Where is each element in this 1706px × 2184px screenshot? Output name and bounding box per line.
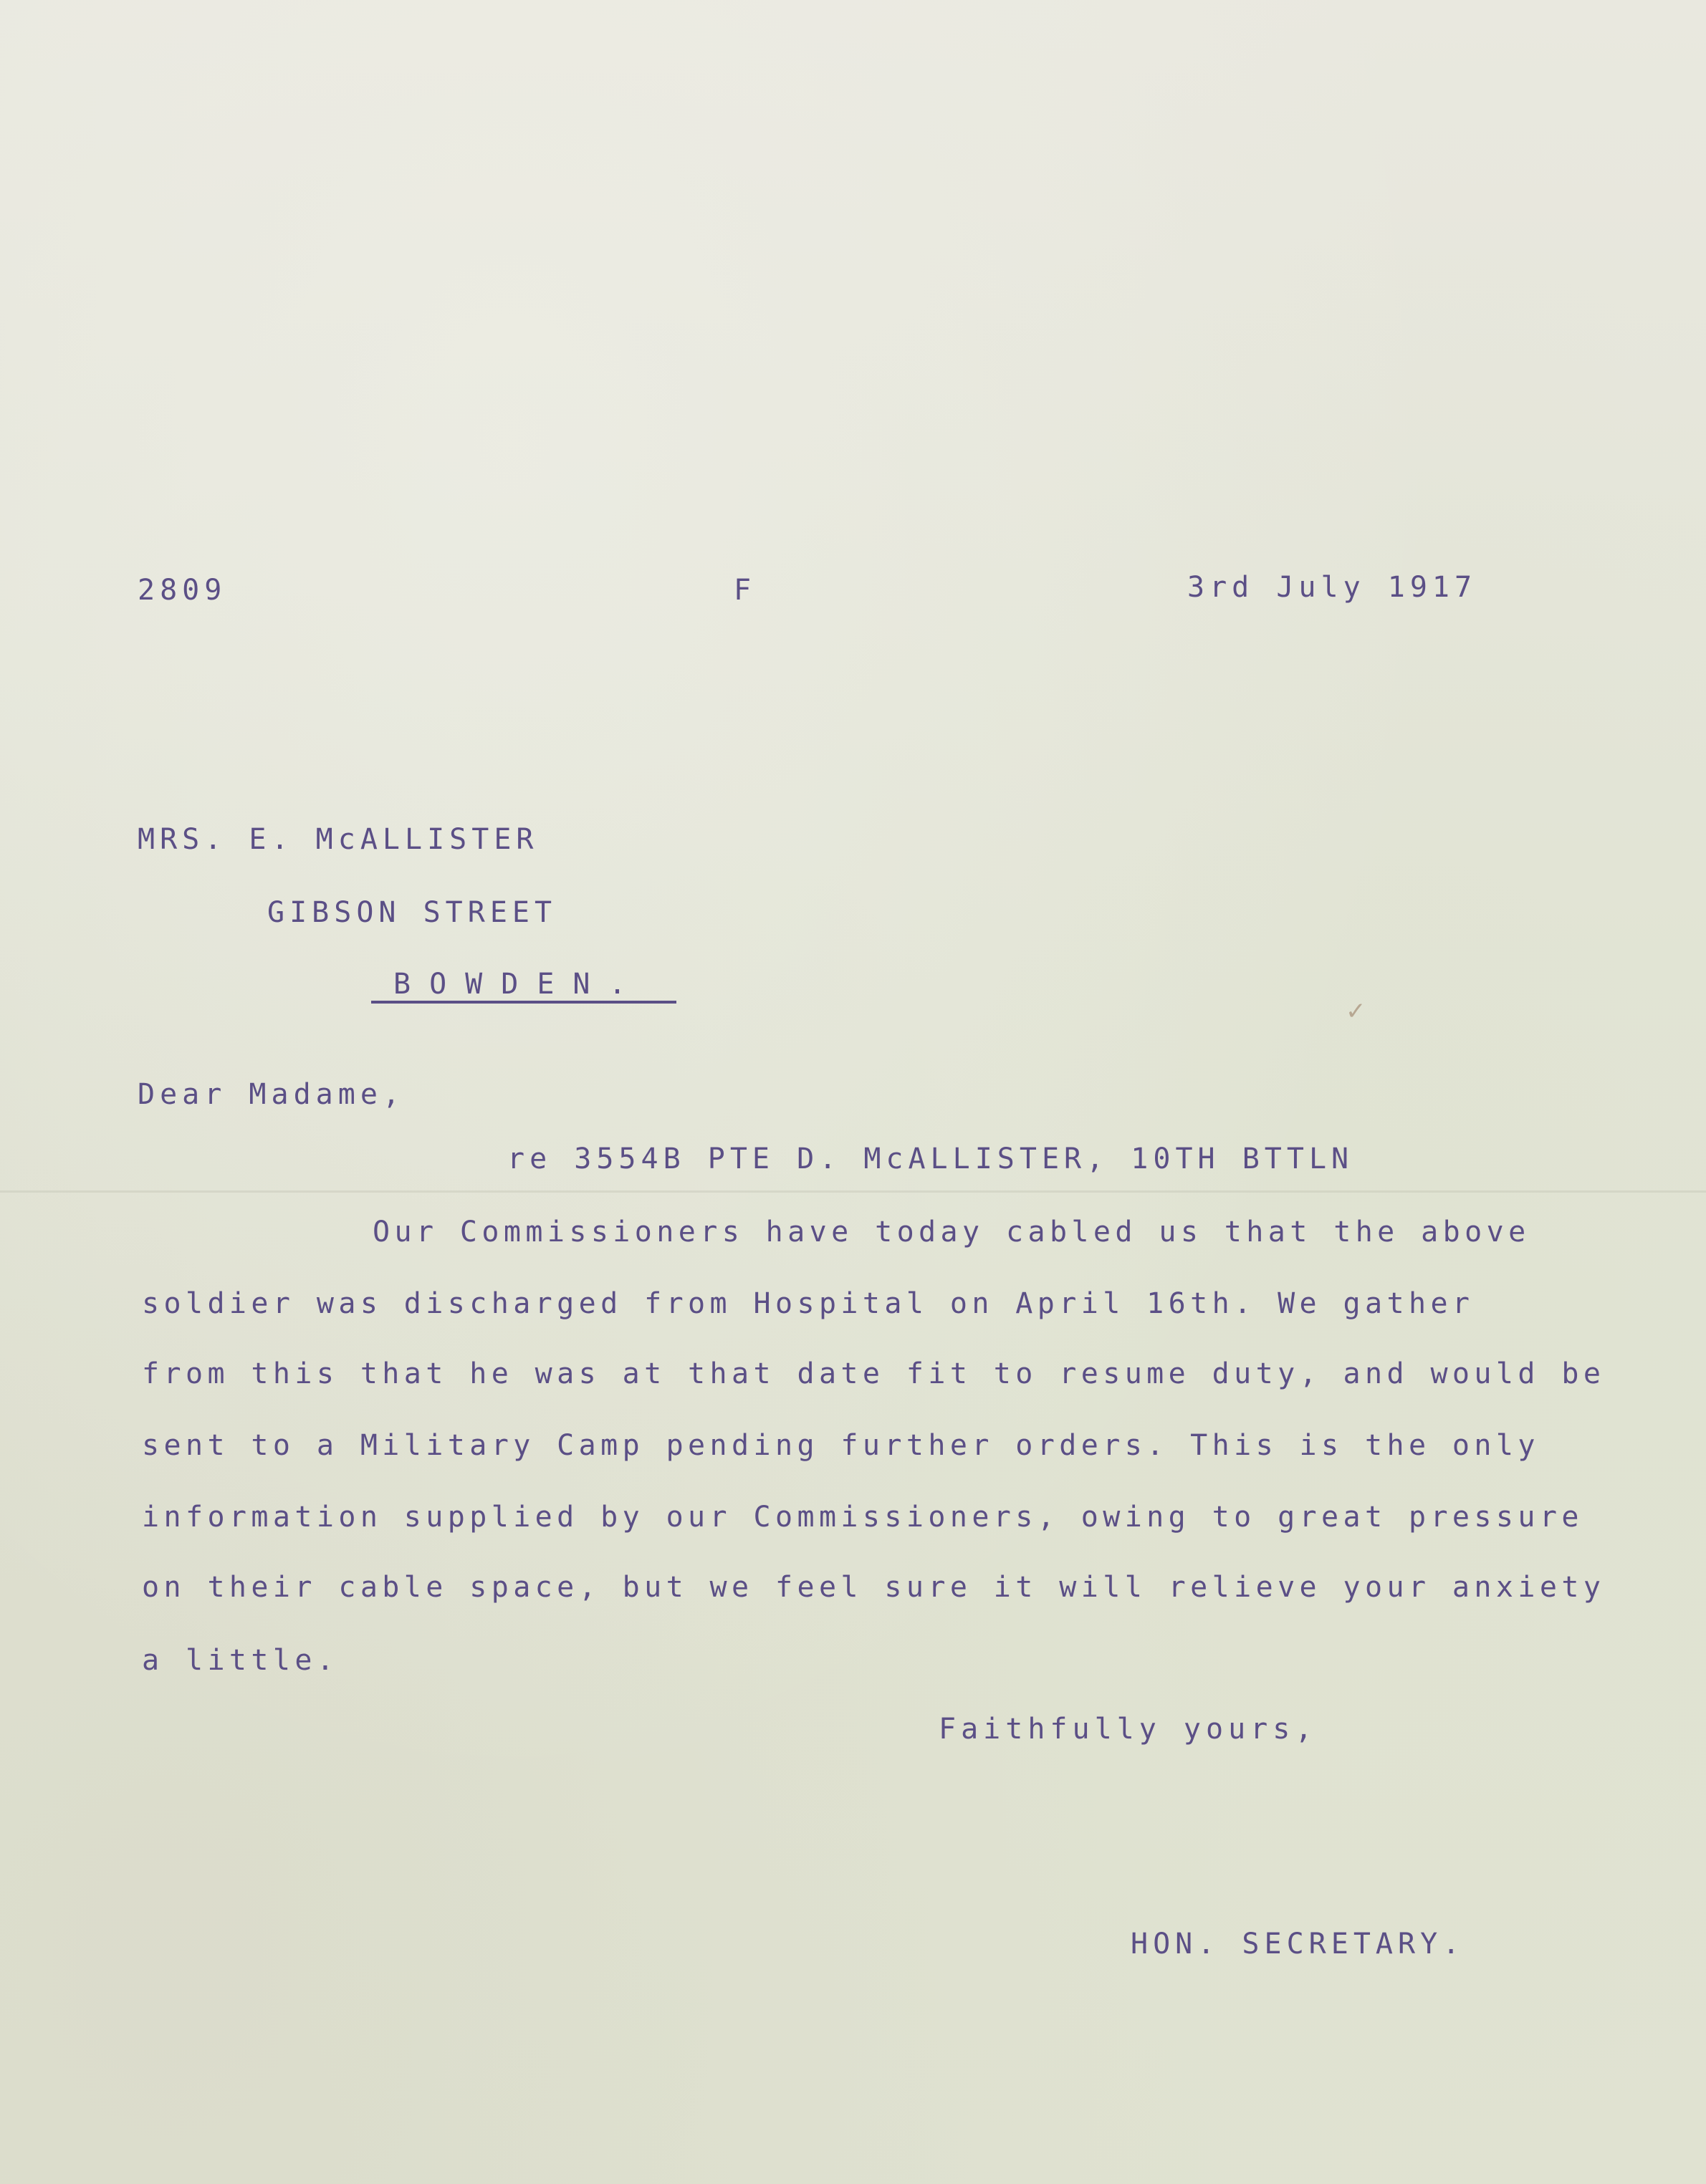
recipient-street: GIBSON STREET	[267, 896, 557, 929]
body-line: on their cable space, but we feel sure it will relieve your anxiety	[142, 1571, 1606, 1604]
body-line: sent to a Military Camp pending further orders. This is the only	[142, 1429, 1540, 1462]
reference-number: 2809	[138, 574, 227, 607]
signature-title: HON. SECRETARY.	[1131, 1928, 1465, 1961]
body-line: soldier was discharged from Hospital on April 16th. We gather	[142, 1287, 1475, 1320]
body-line: from this that he was at that date fit to resume duty, and would be	[142, 1357, 1606, 1390]
salutation: Dear Madame,	[138, 1078, 405, 1111]
recipient-name: MRS. E. McALLISTER	[138, 823, 539, 856]
paper-fold-line	[0, 1190, 1706, 1193]
closing: Faithfully yours,	[939, 1713, 1318, 1746]
body-line: Our Commissioners have today cabled us that the above	[373, 1216, 1530, 1249]
pencil-mark-icon: ✓	[1346, 997, 1366, 1026]
recipient-town: BOWDEN.	[393, 968, 645, 1001]
town-underline	[371, 1001, 676, 1004]
reference-letter: F	[734, 574, 757, 607]
body-line: information supplied by our Commissioners, owing to great pressure	[142, 1501, 1583, 1534]
letter-date: 3rd July 1917	[1187, 571, 1477, 604]
subject-line: re 3554B PTE D. McALLISTER, 10TH BTTLN	[507, 1142, 1354, 1175]
body-line: a little.	[142, 1644, 339, 1677]
